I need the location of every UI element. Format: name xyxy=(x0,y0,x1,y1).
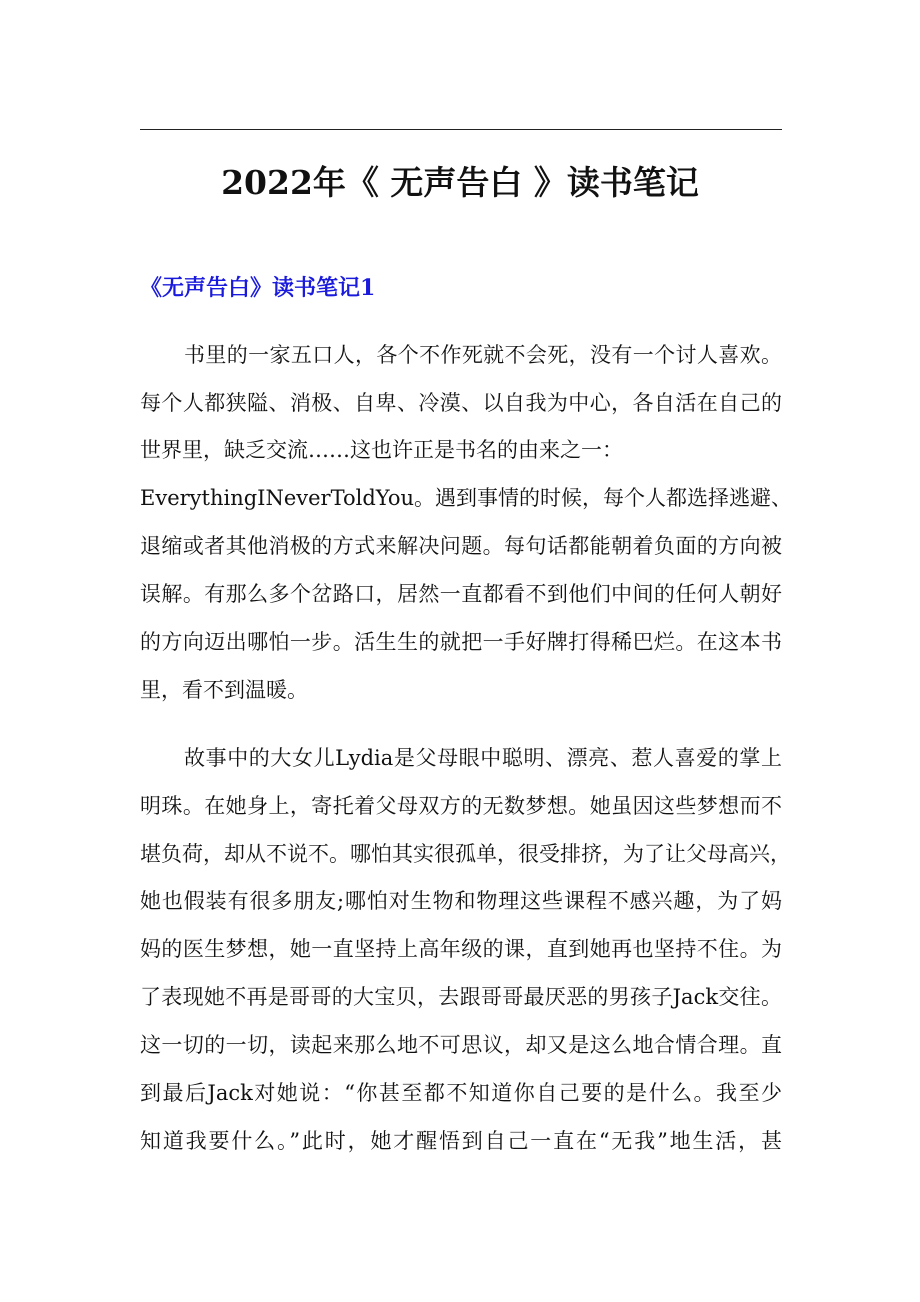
text-line: 明珠。在她身上，寄托着父母双方的无数梦想。她虽因这些梦想而不 xyxy=(140,794,782,818)
text-line: 每个人都狭隘、消极、自卑、冷漠、以自我为中心，各自活在自己的 xyxy=(140,391,782,415)
text-line: 这一切的一切，读起来那么地不可思议，却又是这么地合情合理。直 xyxy=(140,1033,782,1057)
header-rule xyxy=(140,129,782,130)
document-title: 2022年《 无声告白 》读书笔记 xyxy=(221,163,699,202)
text-line: EverythingINeverToldYou。遇到事情的时候，每个人都选择逃避、 xyxy=(140,486,792,510)
text-line: 妈的医生梦想，她一直坚持上高年级的课，直到她再也坚持不住。为 xyxy=(140,937,782,961)
text-line: 到最后Jack对她说：“你甚至都不知道你自己要的是什么。我至少 xyxy=(140,1081,782,1105)
section-heading: 《无声告白》读书笔记1 xyxy=(140,275,376,301)
text-line: 世界里，缺乏交流……这也许正是书名的由来之一： xyxy=(140,438,623,462)
text-line: 她也假装有很多朋友;哪怕对生物和物理这些课程不感兴趣，为了妈 xyxy=(140,889,782,913)
text-line: 知道我要什么。”此时，她才醒悟到自己一直在“无我”地生活，甚 xyxy=(140,1129,782,1153)
text-line: 的方向迈出哪怕一步。活生生的就把一手好牌打得稀巴烂。在这本书 xyxy=(140,630,782,654)
text-line: 里，看不到温暖。 xyxy=(140,678,308,702)
text-line: 堪负荷，却从不说不。哪怕其实很孤单，很受排挤，为了让父母高兴， xyxy=(140,842,791,866)
text-line: 误解。有那么多个岔路口，居然一直都看不到他们中间的任何人朝好 xyxy=(140,582,782,606)
text-line: 退缩或者其他消极的方式来解决问题。每句话都能朝着负面的方向被 xyxy=(140,534,782,558)
text-line: 了表现她不再是哥哥的大宝贝，去跟哥哥最厌恶的男孩子Jack交往。 xyxy=(140,985,782,1009)
text-line: 故事中的大女儿Lydia是父母眼中聪明、漂亮、惹人喜爱的掌上 xyxy=(184,746,782,770)
text-line: 书里的一家五口人，各个不作死就不会死，没有一个讨人喜欢。 xyxy=(184,343,782,367)
